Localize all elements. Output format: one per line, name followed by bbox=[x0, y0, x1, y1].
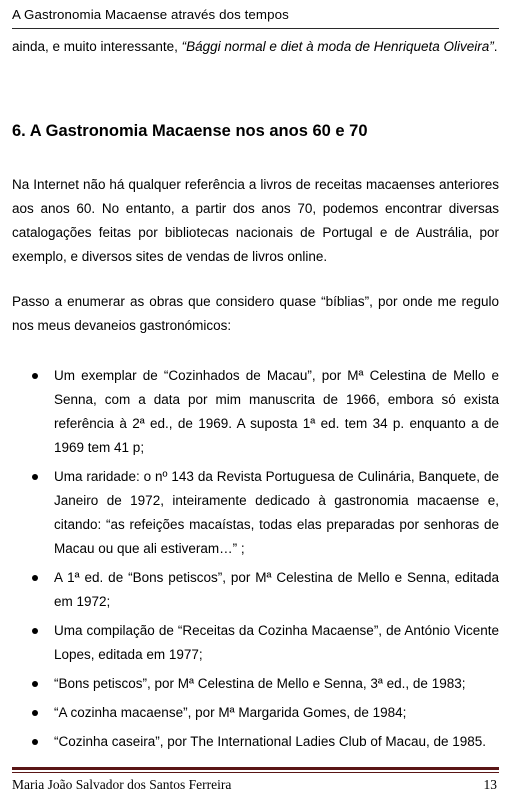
bullet-icon bbox=[32, 710, 38, 716]
book-list-item-text: A 1ª ed. de “Bons petiscos”, por Mª Celestina de Mello e Senna, editada em 1972; bbox=[54, 570, 499, 609]
bullet-icon bbox=[32, 628, 38, 634]
book-list-item-text: “Cozinha caseira”, por The International Ladies Club of Macau, de 1985. bbox=[54, 734, 487, 749]
page-number: 13 bbox=[483, 777, 497, 792]
continuation-paragraph bbox=[12, 35, 499, 59]
book-list-item bbox=[12, 619, 499, 667]
footer-author: Maria João Salvador dos Santos Ferreira bbox=[12, 777, 232, 792]
running-header: A Gastronomia Macaense através dos tempos bbox=[12, 7, 289, 22]
section-paragraph-1: Na Internet não há qualquer referência a livros de receitas macaenses anteriores aos anos 60. No entanto, a partir dos anos 70, podemos encontrar diversas catalogações feitas por bibliotecas nacionais de Portugal e de Austrália, por exemplo, e diversos sites de vendas de livros online. bbox=[12, 177, 499, 264]
bullet-icon bbox=[32, 739, 38, 745]
bullet-icon bbox=[32, 474, 38, 480]
book-list-item bbox=[12, 730, 499, 754]
book-list-item-text: Um exemplar de “Cozinhados de Macau”, por Mª Celestina de Mello e Senna, com a data por mim manuscrita de 1966, embora só exista referência à 2ª ed., de 1969. A suposta 1ª ed. tem 34 p. enquanto a de 1969 tem 41 p; bbox=[54, 368, 499, 455]
footer-rule-thick bbox=[12, 767, 499, 770]
bullet-icon bbox=[32, 681, 38, 687]
section-heading: 6. A Gastronomia Macaense nos anos 60 e 70 bbox=[12, 122, 368, 140]
section-paragraph-2: Passo a enumerar as obras que considero quase “bíblias”, por onde me regulo nos meus devaneios gastronómicos: bbox=[12, 294, 499, 333]
bullet-icon bbox=[32, 575, 38, 581]
header-rule bbox=[12, 28, 499, 29]
book-list-item-text: Uma raridade: o nº 143 da Revista Portuguesa de Culinária, Banquete, de Janeiro de 1972, inteiramente dedicado à gastronomia macaense e, citando: “as refeições macaístas, todas elas preparadas por senhoras de Macau ou que ali estiveram…” ; bbox=[54, 469, 499, 556]
book-list bbox=[12, 364, 499, 759]
book-list-item bbox=[12, 672, 499, 696]
book-list-item bbox=[12, 701, 499, 725]
bullet-icon bbox=[32, 373, 38, 379]
book-list-item-text: Uma compilação de “Receitas da Cozinha Macaense”, de António Vicente Lopes, editada em 1977; bbox=[54, 623, 499, 662]
continuation-quote: “Bággi normal e diet à moda de Henriqueta Oliveira” bbox=[181, 39, 494, 54]
footer-rule-thin bbox=[12, 772, 499, 773]
continuation-end: . bbox=[493, 39, 498, 54]
book-list-item bbox=[12, 566, 499, 614]
book-list-item-text: “A cozinha macaense”, por Mª Margarida Gomes, de 1984; bbox=[54, 705, 407, 720]
book-list-item bbox=[12, 364, 499, 460]
book-list-item bbox=[12, 465, 499, 561]
continuation-lead: ainda, e muito interessante, bbox=[12, 39, 182, 54]
book-list-item-text: “Bons petiscos”, por Mª Celestina de Mello e Senna, 3ª ed., de 1983; bbox=[54, 676, 466, 691]
